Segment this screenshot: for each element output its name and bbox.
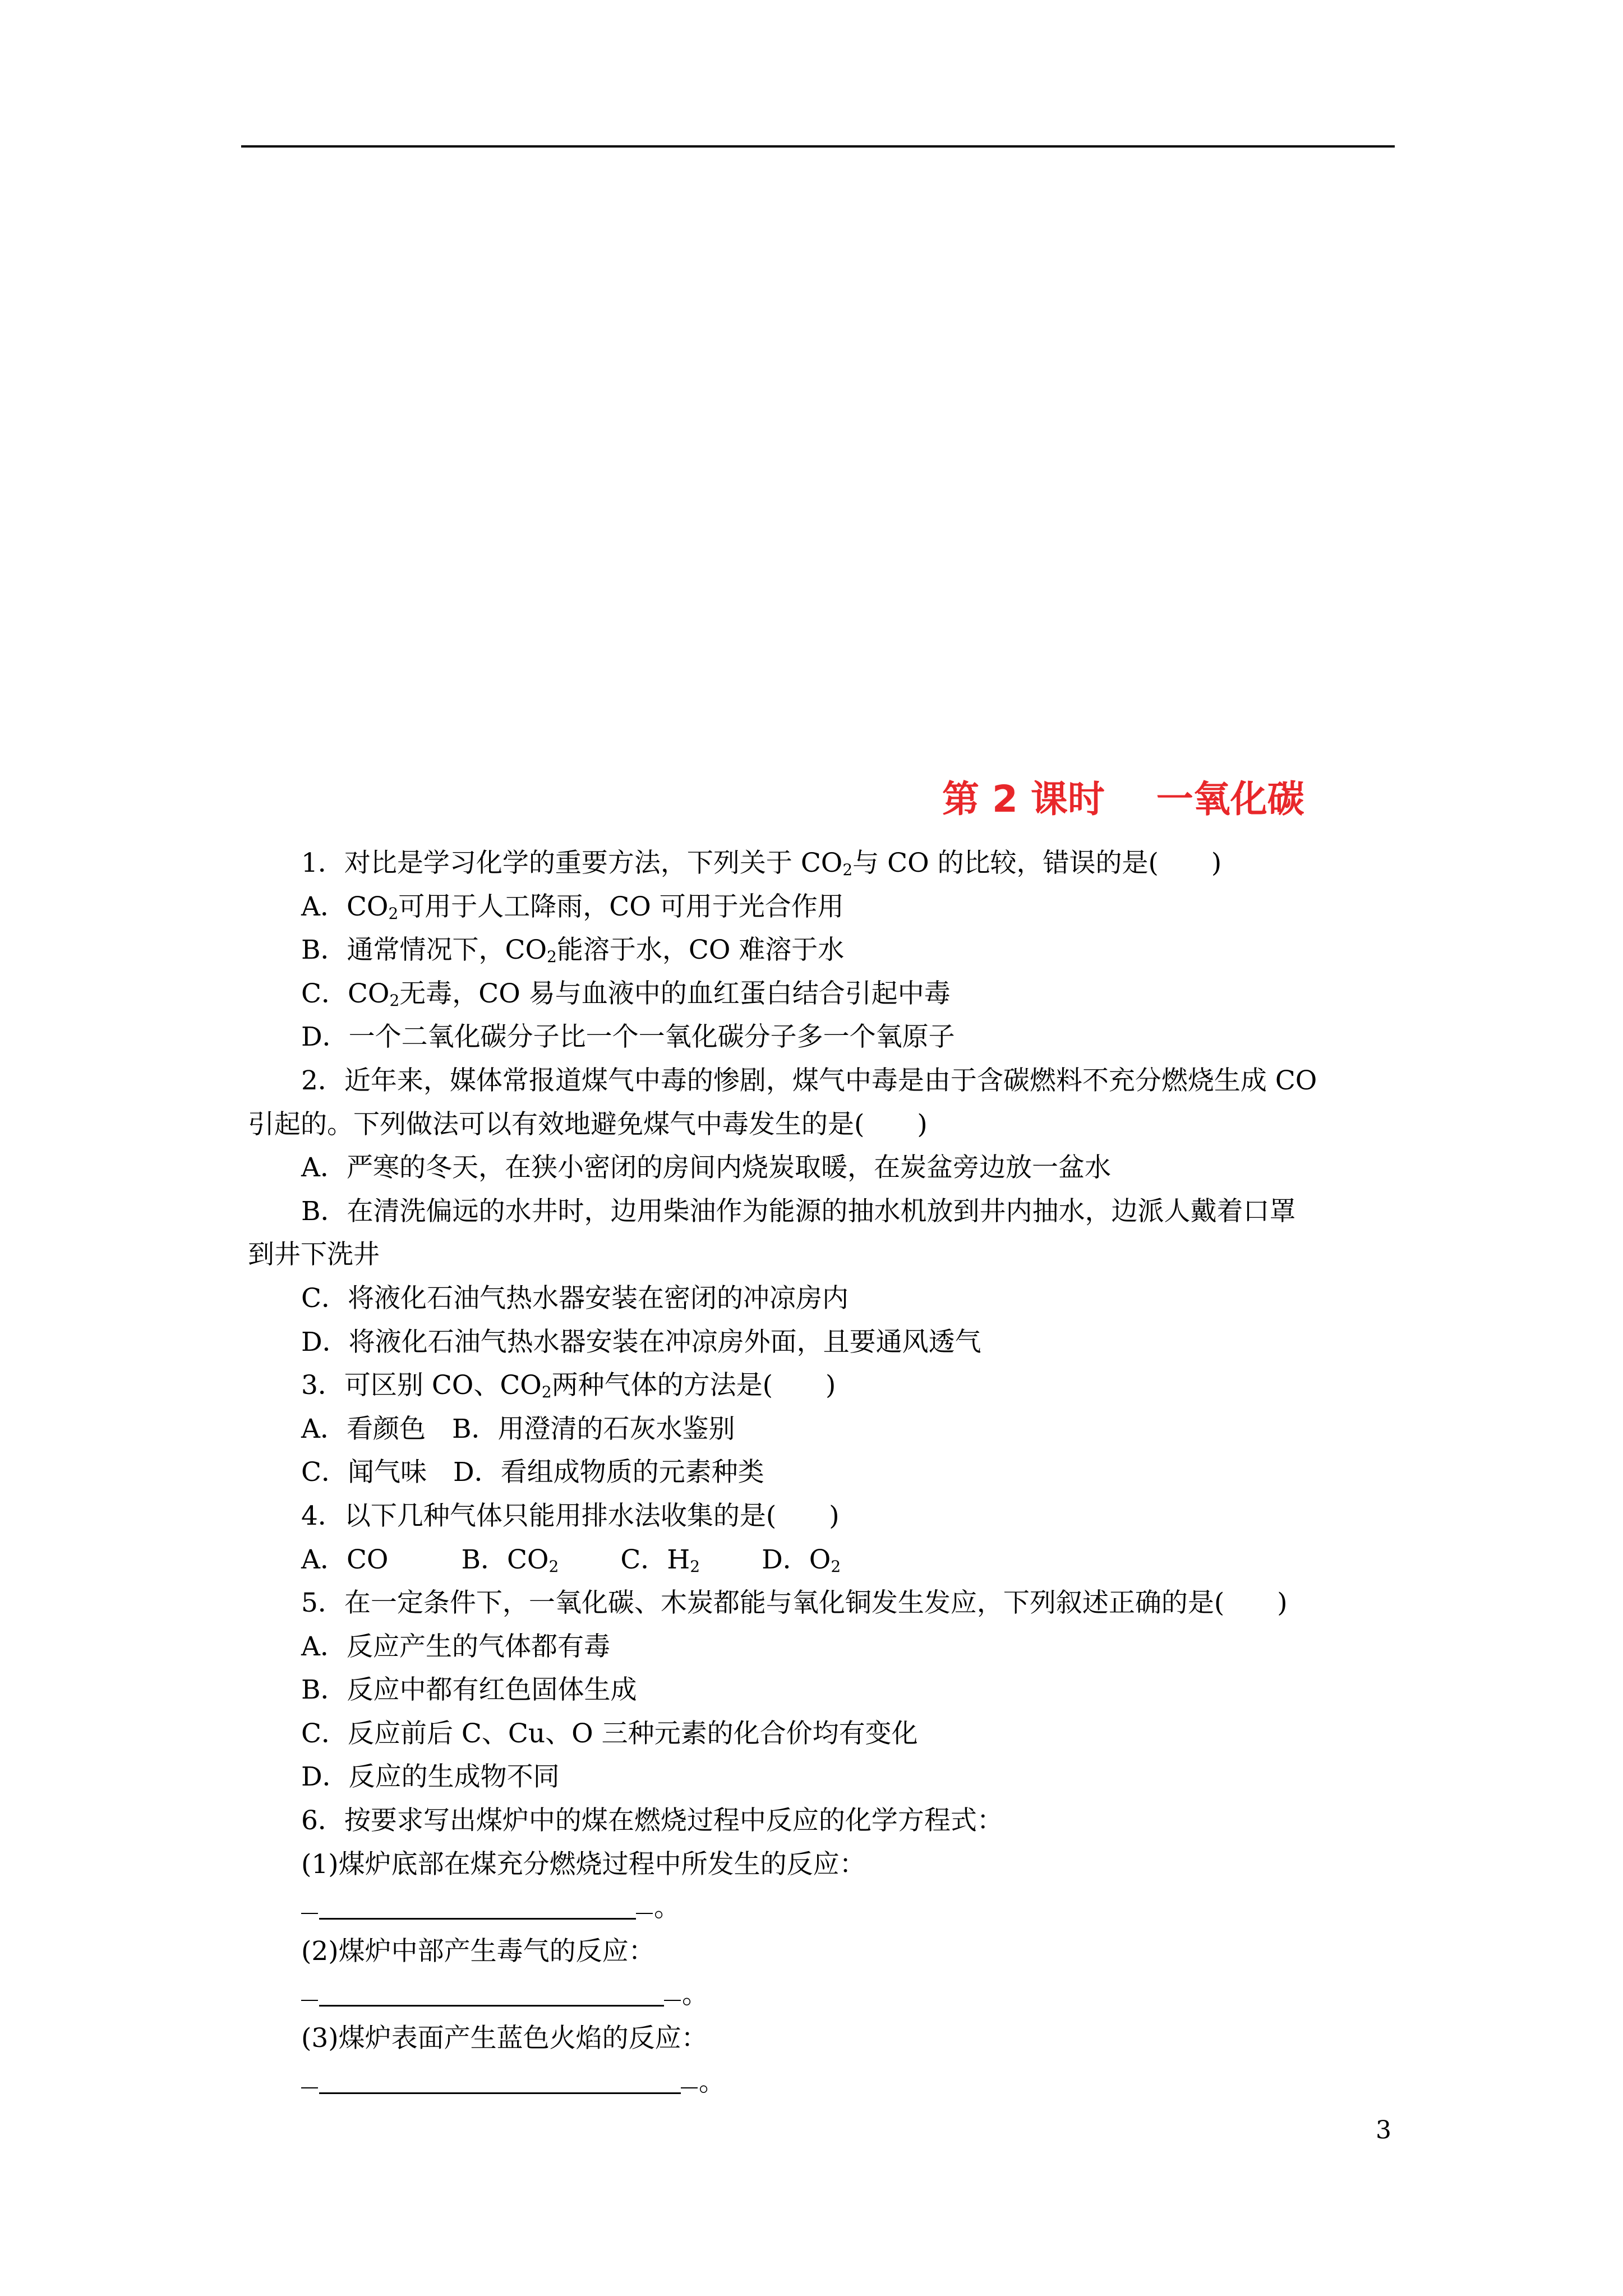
lesson-title: 第 2 课时 一氧化碳 — [942, 777, 1304, 821]
q6-answer2-line: 。 — [0, 1973, 1623, 2017]
q5-stem: 5．在一定条件下，一氧化碳、木炭都能与氧化铜发生发应，下列叙述正确的是( ) — [301, 1588, 1288, 1619]
q6-stem: 6．按要求写出煤炉中的煤在燃烧过程中反应的化学方程式： — [301, 1805, 1003, 1837]
q1-option-c: C．$CO_2$无毒，CO 易与血液中的血红蛋白结合引起中毒 — [301, 978, 951, 1010]
q2-option-b-line1: B．在清洗偏远的水井时，边用柴油作为能源的抽水机放到井内抽水，边派人戴着口罩 — [301, 1195, 1296, 1227]
q5-option-c: C．反应前后 C、Cu、O 三种元素的化合价均有变化 — [301, 1718, 918, 1749]
q3-options-cd: C．闻气味 D．看组成物质的元素种类 — [301, 1457, 764, 1488]
q3-options-ab: A．看颜色 B．用澄清的石灰水鉴别 — [301, 1413, 735, 1444]
q1-option-b: B．通常情况下，$CO_2$能溶于水，CO 难溶于水 — [301, 935, 845, 967]
q5-option-d: D．反应的生成物不同 — [301, 1761, 560, 1793]
answer-blank-3 — [301, 2060, 699, 2104]
q5-option-a: A．反应产生的气体都有毒 — [301, 1631, 610, 1662]
q2-option-c: C．将液化石油气热水器安装在密闭的冲凉房内 — [301, 1282, 849, 1314]
q5-option-b: B．反应中都有红色固体生成 — [301, 1674, 637, 1706]
q6-answer3-line: 。 — [0, 2060, 1623, 2104]
q6-answer1-line: 。 — [0, 1886, 1623, 1930]
worksheet-body — [0, 841, 1623, 2104]
q4-stem: 4．以下几种气体只能用排水法收集的是( ) — [301, 1500, 840, 1531]
q4-options — [0, 1538, 1623, 1582]
q2-stem-line2: 引起的。下列做法可以有效地避免煤气中毒发生的是( ) — [248, 1108, 928, 1140]
page-number: 3 — [1376, 2116, 1391, 2145]
answer-blank-1 — [301, 1886, 654, 1930]
q2-option-a: A．严寒的冬天，在狭小密闭的房间内烧炭取暖，在炭盆旁边放一盆水 — [301, 1152, 1111, 1184]
q4-option-b: B．$CO_2$ — [461, 1544, 559, 1576]
q1-option-a: A．$CO_2$可用于人工降雨，CO 可用于光合作用 — [301, 891, 844, 923]
q4-option-c: C．$H_2$ — [620, 1544, 700, 1576]
q1-option-d: D．一个二氧化碳分子比一个一氧化碳分子多一个氧原子 — [301, 1022, 955, 1053]
q4-option-d: D．$O_2$ — [762, 1544, 841, 1576]
q6-part1: (1)煤炉底部在煤充分燃烧过程中所发生的反应： — [301, 1848, 866, 1880]
q2-option-b-line2: 到井下洗井 — [248, 1239, 380, 1271]
header-rule — [241, 145, 1395, 148]
q2-stem-line1: 2．近年来，媒体常报道煤气中毒的惨剧，煤气中毒是由于含碳燃料不充分燃烧生成 CO — [301, 1065, 1317, 1096]
q2-option-d: D．将液化石油气热水器安装在冲凉房外面，且要通风透气 — [301, 1326, 981, 1358]
q6-part3: (3)煤炉表面产生蓝色火焰的反应： — [301, 2023, 708, 2054]
q4-option-a: A．CO — [301, 1544, 389, 1575]
q3-stem: 3．可区别 CO、$CO_2$两种气体的方法是( ) — [301, 1370, 836, 1402]
q1-stem: 1．对比是学习化学的重要方法，下列关于 $CO_2$与 CO 的比较，错误的是( ) — [301, 848, 1222, 879]
q6-part2: (2)煤炉中部产生毒气的反应： — [301, 1935, 655, 1967]
answer-blank-2 — [301, 1973, 682, 2017]
